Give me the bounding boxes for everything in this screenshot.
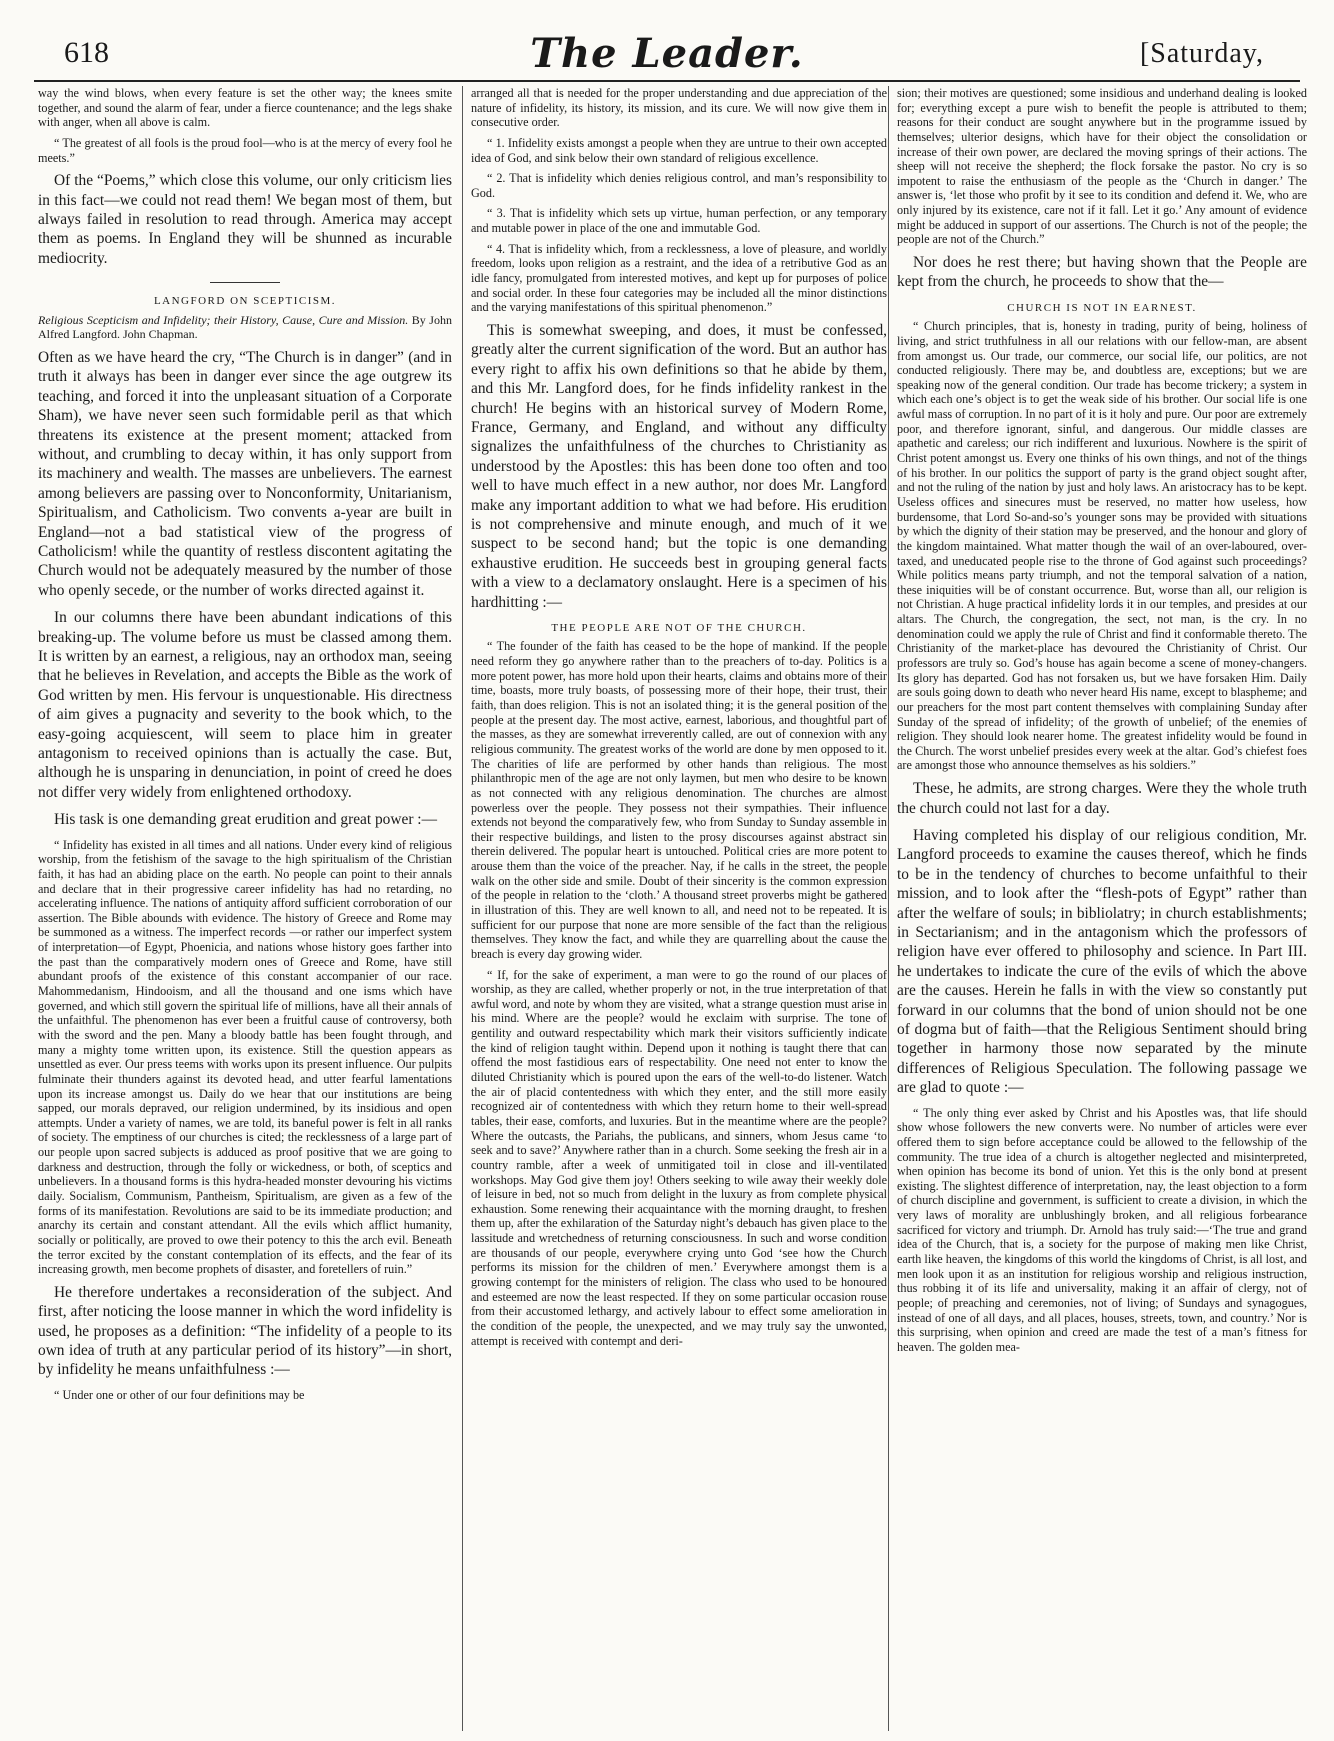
review-quote-end: way the wind blows, when every feature is set the other way; the knees smite together, and sound the alarm of fear, under a fierce countenance; and the legs shake with anger, when all above is calm.	[38, 86, 452, 130]
column-3	[888, 86, 1307, 1731]
poems-criticism: Of the “Poems,” which close this volume, our only criticism lies in this fact—we could not read them! We began most of them, but always failed in resolution to read through. America may accept them as poems. In England they will be shunned as incurable mediocrity.	[38, 172, 452, 267]
definition-1: “ 1. Infidelity exists amongst a people when they are untrue to their own accepted idea of God, and sink below their own standard of religious excellence.	[471, 135, 887, 165]
review-quote-fools: “ The greatest of all fools is the proud fool—who is at the mercy of every fool he meets.”	[38, 135, 452, 165]
masthead-rule	[34, 80, 1300, 82]
quoted-passage: arranged all that is needed for the proper understanding and due appreciation of the nature of infidelity, its history, its mission, and its cure. We will now give them in consecutive order.	[471, 86, 887, 130]
definition-4: “ 4. That is infidelity which, from a recklessness, a love of pleasure, and worldly freedom, looks upon religion as a restraint, and the idea of a retributive God as an idle fancy, promulgated from interested motives, and kept up for purposes of police and social order. In these four categories may be included all the minor distinctions and the varying manifestations of this spiritual phenomenon.”	[471, 241, 887, 315]
quoted-passage: “ If, for the sake of experiment, a man were to go the round of our places of worship, as they are called, whether properly or not, in the true interpretation of that awful word, and note by whom they are visited, what a strange question must arise in his mind. Where are the people? would he exclaim with surprise. The tone of gentility and outward respectability which mark their visitors sufficiently indicate the kind of religion taught within. Depend upon it nothing is taught there that can offend the most fastidious ears of respectability. One need not enter to know the diluted Christianity which is poured upon the ears of the well-to-do listener. Watch the air of placid contentedness with which they enter, and the still more easily recognized air of contentedness with which they return home to their well-spread tables, their ease, comforts, and luxuries. But in the meantime where are the people? Where the outcasts, the Pariahs, the publicans, and sinners, whom Jesus came ‘to seek and to save?’ Anywhere rather than in a church. Some seeking the fresh air in a country ramble, after a week of unmitigated toil in close and ill-ventilated workshops. May God give them joy! Others seeking to wile away their weekly dole of leisure in bed, not so much from delight in the luxury as from complete physical exhaustion. Some renewing their acquaintance with the morning draught, to freshen them up, after the exhilaration of the Saturday night’s debauch has given place to the lassitude and wretchedness of returning consciousness. In such and worse condition are thousands of our people, everywhere crying unto God ‘see how the Church performs its mission for the children of men.’ Everywhere amongst them is a growing contempt for the ministers of religion. The class who used to be honoured and esteemed are now the least respected. If they on some particular occasion rouse from their accustomed lethargy, and actively labour to effect some amelioration in the condition of the people, the unexpected, and we may truly say the unwonted, attempt is received with contempt and deri-	[471, 967, 887, 1348]
newspaper-title: The Leader.	[530, 30, 804, 77]
article-heading-langford: LANGFORD ON SCEPTICISM.	[153, 295, 337, 308]
subheading-people: THE PEOPLE ARE NOT OF THE CHURCH.	[551, 622, 807, 635]
quoted-passage: “ Under one or other of our four definitions may be	[54, 1387, 305, 1402]
article-paragraph: In our columns there have been abundant indications of this breaking-up. The volume before us must be classed among them. It is written by an earnest, a religious, nay an orthodox man, seeing that he believes in Revelation, and accepts the Bible as the work of God written by men. His fervour is unquestionable. His directness of aim gives a pugnacity and severity to the book which, to the easy-going acquiescent, will seem to place him in greater antagonism to received opinions than is actually the case. But, although he is unsparing in denunciation, in point of creed he does not differ very widely from enlightened orthodoxy.	[38, 609, 452, 801]
subheading-earnest: CHURCH IS NOT IN EARNEST.	[1007, 301, 1197, 314]
book-title: Religious Scepticism and Infidelity; their History, Cause, Cure and Mission.	[38, 312, 409, 327]
column-1	[38, 86, 452, 1731]
book-publisher: John Chapman.	[122, 327, 198, 342]
definition-2: “ 2. That is infidelity which denies religious control, and man’s responsibility to God.	[471, 171, 887, 200]
column-2	[462, 86, 887, 1731]
quoted-passage: “ Infidelity has existed in all times and all nations. Under every kind of religious worship, from the fetishism of the savage to the high spiritualism of the Christian faith, it has had an abiding place on the earth. No people can point to their annals and declare that in their progressive career infidelity has had no retarding, no accelerating influence. The nations of antiquity afford sufficient corroboration of our assertion. The Bible abounds with evidence. The history of Greece and Rome may be summoned as a witness. The imperfect records —or rather our imperfect system of interpretation—of Egypt, Phoenicia, and nations whose history goes farther into the past than the comparatively modern ones of Greece and Rome, have still abundant proofs of the existence of this constant accompanier of our race. Mahommedanism, Hindooism, and all the thousand and one isms which have governed, and which still govern the spiritual life of millions, have all their annals of the unfaithful. The phenomenon has ever been a fruitful cause of controversy, both with the sword and the pen. Many a bloody battle has been fought through, and many a mighty tome written upon, its existence. Still the question appears as unsettled as ever. Our press teems with works upon its present influence. Our pulpits fulminate their thunders against its devoted head, and utter fearful lamentations upon its increase amongst us. Daily do we hear that our institutions are being sapped, our morals depraved, our religion undermined, by its insidious and open attempts. Under a variety of names, we are told, its baneful power is felt in all ranks of society. The emptiness of our churches is cited; the recklessness of a large part of our people upon sacred subjects is adduced as proof positive that we are going to darkness and destruction, through the folly or wickedness, or both, of sceptics and unbelievers. In a thousand forms is this hydra-headed monster devouring his victims daily. Socialism, Communism, Pantheism, Spiritualism, are given as a few of the forms of its manifestation. Revolutions are said to be its immediate production; and anarchy its certain and constant attendant. All the evils which afflict humanity, socially or politically, are proved to owe their potency to this the arch evil. Beneath the terror excited by the constant contemplation of its effects, and the fear of its increasing growth, men become prophets of disaster, and foretellers of ruin.”	[38, 837, 452, 1277]
masthead	[0, 0, 1334, 78]
book-reference	[38, 313, 452, 342]
article-paragraph: This is somewhat sweeping, and does, it must be confessed, greatly alter the current signification of the word. But an author has every right to affix his own definitions so that he abide by them, and this Mr. Langford does, for he finds infidelity rankest in the church! He begins with an historical survey of Modern Rome, France, Germany, and England, and without any difficulty signalizes the unfaithfulness of the churches to Christianity as understood by the Apostles: this has been done too often and too well to have much effect in a new author, nor does Mr. Langford make any important addition to what we had before. His erudition is not comprehensive and minute enough, and much of it we suspect to be second hand; but the topic is one demanding exhaustive erudition. He succeeds best in grouping general facts with a view to a declamatory onslaught. Here is a specimen of his hardhitting :—	[471, 321, 887, 611]
article-paragraph: Often as we have heard the cry, “The Church is in danger” (and in truth it always has been in danger ever since the age outgrew its teaching, and forced it into the unpleasant situation of a Corporate Sham), we have never seen such formidable peril as that which threatens its existence at the present moment; attacked from without, and crumbling to decay within, it has only support from its machinery and wealth. The masses are unbelievers. The earnest among believers are passing over to Nonconformity, Unitarianism, Spiritualism, and Catholicism. Two convents a-year are built in England—not a bad statistical view of the progress of Catholicism! while the quantity of restless discontent agitating the Church would not be adequately measured by the number of those who openly secede, or the number of works directed against it.	[38, 348, 452, 599]
article-paragraph: His task is one demanding great erudition and great power :—	[54, 811, 437, 829]
article-paragraph: These, he admits, are strong charges. Were they the whole truth the church could not last for a day.	[897, 780, 1307, 817]
quoted-passage: “ Church principles, that is, honesty in trading, purity of being, holiness of living, and strict truthfulness in all our relations with our fellow-man, are absent from amongst us. Our trade, our commerce, our social life, our politics, are not conducted religiously. There may be, and doubtless are, exceptions; but we are speaking now of the general condition. Our trade has become trickery; a system in which each one’s object is to get the weak side of his brother. Our social life is one awful mass of corruption. In no part of it is it holy and pure. Our poor are extremely poor, and therefore ignorant, sinful, and dangerous. Our middle classes are apathetic and careless; our rich indifferent and luxurious. Nowhere is the spirit of Christ potent amongst us. Every one thinks of his own things, and not of the things of his brother. In our politics the support of party is the grand object sought after, and not the ruling of the nation by just and holy laws. An aristocracy has to be kept. Useless offices and sinecures must be reserved, no matter how useless, how burdensome, that Lord So-and-so’s younger sons may be provided with situations by which the dignity of their station may be preserved, and the honour and glory of the kingdom maintained. What matter though the wail of an over-laboured, over-taxed, and uneducated people rise to the throne of God against such proceedings? While politics means party triumph, and not the temporal salvation of a nation, these iniquities will be of constant occurrence. But, worse than all, our religion is not Christian. A huge practical infidelity lords it in our temples, and presides at our altars. The Church, the congregation, the sect, not man, is the cry. In no denomination could we apply the rule of Christ and find it conformable thereto. The Christianity of the market-place has devoured the Christianity of Christ. Our professors are truly so. God’s house has again become a scene of money-changers. Its glory has departed. God has not forsaken us, but we have forsaken Him. Daily are souls going down to death who never heard His name, except to blaspheme; and our preachers for the most part content themselves with complaining Sunday after Sunday of the spread of infidelity; of the growth of unbelief; of the enemies of religion. They should look nearer home. The greatest infidelity would be found in the Church. The worst unbelief presides every week at the altar. God’s chiefest foes are amongst those who announce themselves as his soldiers.”	[897, 319, 1307, 773]
article-paragraph: Having completed his display of our religious condition, Mr. Langford proceeds to examine the causes thereof, which he finds to be in the tendency of churches to become unfaithful to their mission, and to look after the “flesh-pots of Egypt” rather than after the welfare of souls; in bibliolatry; in church establishments; in Sectarianism; and in the antagonism which the professors of religion have ever offered to philosophy and science. In Part III. he undertakes to indicate the cure of the evils of which the above are the causes. Herein he falls in with the view so constantly put forward in our columns that the bond of union should not be one of dogma but of faith—that the Religious Sentiment should bring together in harmony those now separated by the minute differences of Religious Speculation. The following passage we are glad to quote :—	[897, 826, 1307, 1097]
quoted-passage: “ The founder of the faith has ceased to be the hope of mankind. If the people need reform they go anywhere rather than to the preachers of to-day. Politics is a more potent power, has more hold upon their hearts, claims and obtains more of their time, boasts, more truly boasts, of possessing more of their hope, their trust, their faith, than does religion. This is not an isolated thing; it is the general position of the people at the present day. The most active, earnest, laborious, and thoughtful part of the masses, as they are somewhat irreverently called, are out of connexion with any religious community. The greatest works of the world are done by men opposed to it. The charities of life are performed by other hands than religious. The most philanthropic men of the age are not only laymen, but men who desire to be known as not connected with any religious denomination. The churches are almost powerless over the people. They possess not their sympathies. Their influence extends not beyond the comparatively few, who from Sunday to Sunday assemble in their respective buildings, and listen to the prosy discourses against abstract sin therein delivered. The popular heart is untouched. Political cries are more potent to arouse them than the voice of the preacher. Nay, if he calls in the street, the people walk on the other side and smile. Doubt of their sincerity is the common expression of the people in relation to the ‘cloth.’ A thousand street proverbs might be gathered in illustration of this. They are well known to all, and need not to be repeated. It is sufficient for our purpose that none are more sensible of the fact than the religious themselves. They know the fact, and while they are quarrelling about the cause the breach is every day growing wider.	[471, 639, 887, 961]
book-author: By John Alfred Langford.	[38, 312, 452, 342]
quoted-passage: “ The only thing ever asked by Christ and his Apostles was, that life should show whose followers the new converts were. No number of articles were ever offered them to sign before acceptance could be allowed to the fellowship of the community. The true idea of a church is altogether neglected and misinterpreted, when opinion has become its bond of union. Yet this is the only bond at present existing. The slightest difference of interpretation, nay, the least objection to a form of church discipline and government, is sufficient to create a division, in which the very laws of morality are unblushingly broken, and all religious forbearance sacrificed for victory and triumph. Dr. Arnold has truly said:—‘The true and grand idea of the Church, that is, a society for the purpose of making men like Christ, earth like heaven, the kingdoms of this world the kingdoms of Christ, is all lost, and men look upon it as an institution for religious worship and religious instruction, thus robbing it of its life and universality, making it an affair of clergy, not of people; of preaching and ceremonies, not of living; of Sundays and synagogues, instead of one of all days, and all places, houses, streets, town, and country.’ Nor is this surprising, when opinion and creed are made the test of a man’s fitness for heaven. The golden mea-	[897, 1105, 1307, 1354]
definition-3: “ 3. That is infidelity which sets up virtue, human perfection, or any temporary and mutable power in place of the one and immutable God.	[471, 206, 887, 236]
page-number: 618	[64, 36, 109, 69]
issue-day: [Saturday,	[1139, 38, 1264, 69]
quoted-passage: sion; their motives are questioned; some insidious and underhand dealing is looked for; everything except a pure wish to benefit the people is attributed to them; reasons for their conduct are sought anywhere but in the programme issued by themselves; ulterior designs, which have for their object the consolidation or increase of their own power, are declared the moving springs of their actions. The sheep will not receive the shepherd; the flock forsake the pastor. No cry is so impotent to raise the enthusiasm of the people as the ‘Church in danger.’ The answer is, ‘let those who profit by it see to its condition and defend it. We, who are only injured by its existence, care not if it fall. Let it go.’ Any amount of evidence might be adduced in support of our assertions. The Church is not of the people; the people are not of the Church.”	[897, 86, 1307, 247]
article-paragraph: He therefore undertakes a reconsideration of the subject. And first, after noticing the loose manner in which the word infidelity is used, he proposes as a definition: “The infidelity of a people to its own idea of truth at any particular period of its history”—in short, by infidelity he means unfaithfulness :—	[38, 1283, 452, 1379]
section-divider	[210, 282, 280, 283]
article-paragraph: Nor does he rest there; but having shown that the People are kept from the church, he proceeds to show that the—	[897, 254, 1307, 291]
